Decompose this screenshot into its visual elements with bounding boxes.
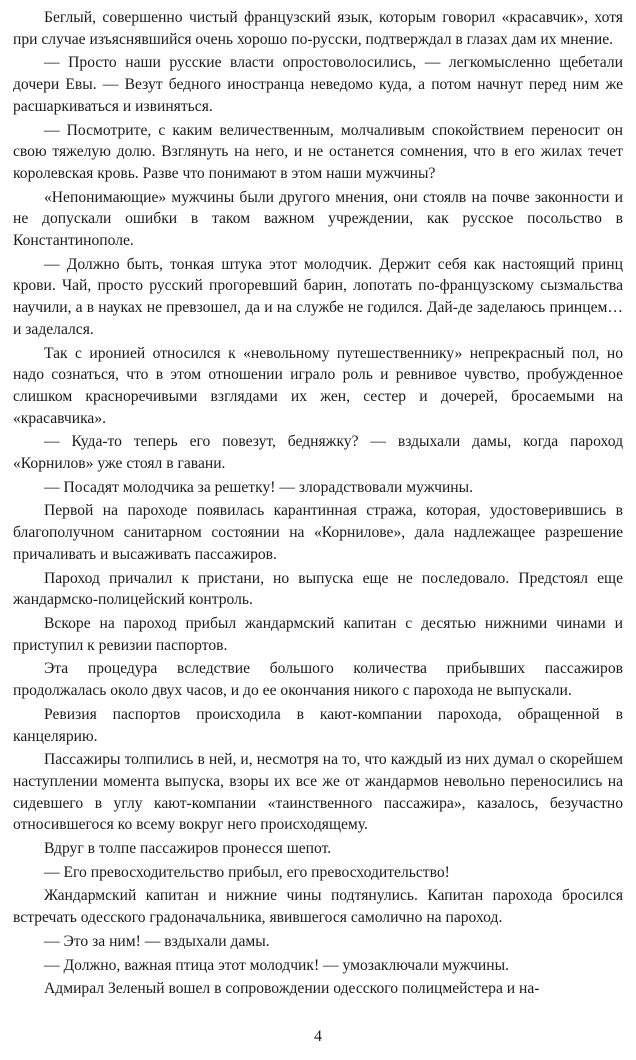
paragraph: Ревизия паспортов происходила в кают-компании парохода, обращенной в канцелярию. (13, 705, 623, 745)
paragraph: — Должно, важная птица этот молодчик! — умозаключали мужчины. (44, 956, 509, 974)
text-body (13, 7, 623, 1000)
paragraph: Жандармский капитан и нижние чины подтянулись. Капитан парохода бросился встречать одесского градоначальника, явившегося самолично на пароход. (13, 887, 623, 927)
paragraph: Адмирал Зеленый вошел в сопровождении одесского полицмейстера и на- (44, 980, 540, 998)
paragraph: — Посмотрите, с каким величественным, молчаливым спокойствием переносит он свою тяжелую долю. Взглянуть на него, и не останется сомнения, что в его жилах течет королевская кровь. Разве что понимают в этом наши мужчины? (13, 121, 623, 182)
paragraph: Так с иронией относился к «невольному путешественнику» непрекрасный пол, но надо сознаться, что в этом отношении играло роль и ревнивое чувство, пробужденное слишком красноречивыми взглядами их жен, сестер и дочерей, бросаемыми на «красавчика». (13, 344, 623, 427)
paragraph: Вдруг в толпе пассажиров пронесся шепот. (44, 840, 332, 858)
paragraph: — Должно быть, тонкая штука этот молодчик. Держит себя как настоящий принц крови. Чай, просто русский прогоревший барин, лопотать по-французскому сызмальства научили, а в науках не превзошел, да и на службе не годился. Дай-де заделаюсь принцем… и заделался. (13, 255, 623, 338)
paragraph: Пассажиры толпились в ней, и, несмотря на то, что каждый из них думал о скорейшем наступлении момента выпуска, взоры их все же от жандармов невольно переносились на сидевшего в углу кают-компании «таинственного пассажира», казалось, безучастно относившегося ко всему вокруг него происходящему. (13, 751, 623, 834)
paragraph: — Просто наши русские власти опростоволосились, — легкомысленно щебетали дочери Евы. — Везут бедного иностранца неведомо куда, а потом начнут перед ним же расшаркиваться и извиняться. (13, 54, 623, 115)
paragraph: Вскоре на пароход прибыл жандармский капитан с десятью нижними чинами и приступил к ревизии паспортов. (13, 614, 623, 654)
paragraph: «Непонимающие» мужчины были другого мнения, они стоялв на почве законности и не допускали ошибки в таком важном учреждении, как русское посольство в Константинополе. (13, 188, 623, 250)
paragraph: Беглый, совершенно чистый французский язык, которым говорил «красавчик», хотя при случае изъяснявшийся очень хорошо по-русски, подтверждал в глазах дам их мнение. (13, 9, 623, 48)
page-number: 4 (314, 1028, 322, 1045)
paragraph: Эта процедура вследствие большого количества прибывших пассажиров продолжалась около двух часов, и до ее окончания никого с парохода не выпускали. (13, 660, 623, 700)
paragraph: — Его превосходительство прибыл, его превосходительство! (44, 863, 450, 881)
paragraph: — Это за ним! — вздыхали дамы. (44, 932, 270, 950)
paragraph: — Посадят молодчика за решетку! — злорадствовали мужчины. (44, 478, 474, 496)
paragraph: Пароход причалил к пристани, но выпуска еще не последовало. Предстоял еще жандармско-полицейский контроль. (13, 569, 623, 609)
paragraph: — Куда-то теперь его повезут, бедняжку? — вздыхали дамы, когда пароход «Корнилов» уже стоял в гавани. (13, 433, 623, 473)
paragraph: Первой на пароходе появилась карантинная стража, которая, удостоверившись в благополучном санитарном состоянии на «Корнилове», дала надлежащее разрешение причаливать и высаживать пассажиров. (13, 502, 623, 563)
